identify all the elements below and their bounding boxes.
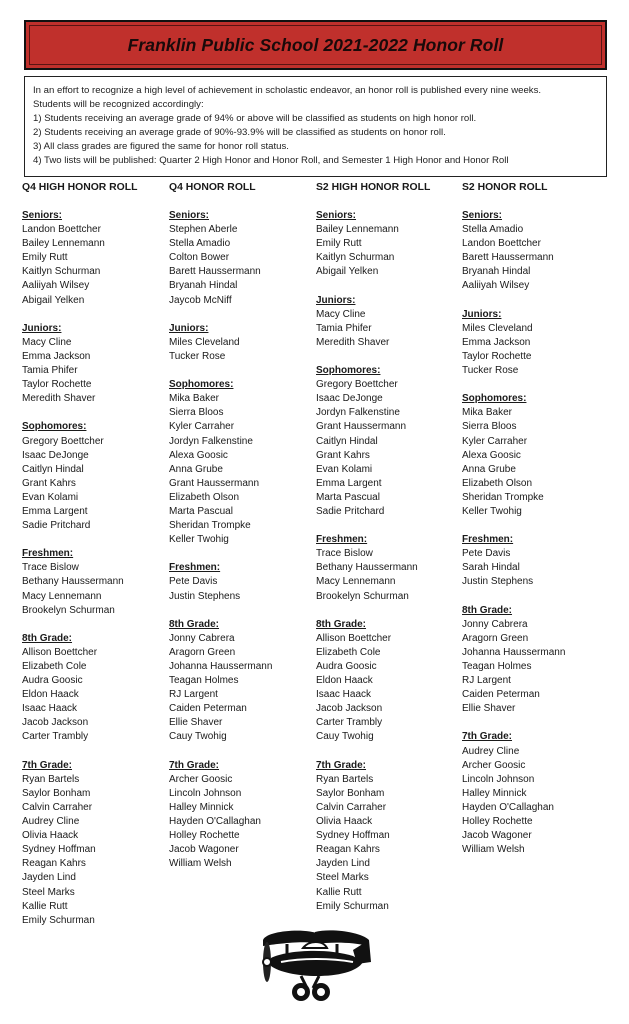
student-name: Carter Trambly [316, 717, 383, 729]
student-name: Isaac DeJonge [316, 393, 383, 405]
grade-group [462, 730, 612, 857]
page-title: Franklin Public School 2021-2022 Honor Roll [127, 34, 504, 55]
student-name: Sheridan Trompke [462, 491, 544, 503]
grade-group [169, 322, 319, 364]
student-name: Allison Boettcher [316, 632, 392, 644]
student-name: Landon Boettcher [462, 238, 541, 250]
honor-roll-column [169, 181, 319, 886]
student-name: Macy Cline [22, 336, 72, 348]
student-name: Archer Goosic [462, 759, 526, 771]
student-name: Alexa Goosic [462, 449, 521, 461]
student-name: Aaliiyah Wilsey [22, 280, 90, 292]
student-name: William Welsh [462, 844, 525, 856]
student-name: Emily Rutt [22, 252, 68, 264]
student-name: Ryan Bartels [22, 773, 80, 785]
grade-heading: Sophomores: [22, 421, 87, 433]
student-name: Emma Jackson [462, 336, 531, 348]
student-name: Kaitlyn Schurman [316, 252, 395, 264]
student-name: Kyler Carraher [169, 421, 235, 433]
student-name: Johanna Haussermann [462, 646, 566, 658]
student-name: Evan Kolami [22, 491, 79, 503]
honor-roll-column [316, 181, 466, 928]
student-name: Stella Amadio [462, 224, 524, 236]
grade-heading: Juniors: [316, 294, 356, 306]
student-name: Evan Kolami [316, 463, 373, 475]
student-name: Miles Cleveland [462, 322, 533, 334]
student-name: Cauy Twohig [169, 731, 227, 743]
student-name: Tamia Phifer [316, 322, 372, 334]
student-name: Caitlyn Hindal [316, 435, 378, 447]
student-name: Kaitlyn Schurman [22, 266, 101, 278]
intro-line: 2) Students receiving an average grade of 90%-93.9% will be classified as students on honor roll. [33, 126, 446, 138]
student-name: Emma Jackson [22, 350, 91, 362]
intro-line: In an effort to recognize a high level of achievement in scholastic endeavor, an honor roll is published every nine weeks. [33, 85, 542, 96]
student-name: Abigail Yelken [316, 266, 379, 278]
student-name: Taylor Rochette [22, 379, 92, 391]
student-name: Pete Davis [462, 548, 511, 560]
student-name: Caitlyn Hindal [22, 463, 84, 475]
grade-heading: 8th Grade: [169, 618, 220, 630]
student-name: Keller Twohig [462, 505, 522, 517]
student-name: Sydney Hoffman [316, 830, 390, 842]
student-name: Meredith Shaver [316, 336, 390, 348]
student-name: Trace Bislow [22, 562, 79, 574]
column-title: Q4 HIGH HONOR ROLL [22, 182, 138, 193]
student-name: Elizabeth Cole [22, 661, 87, 672]
grade-heading: Freshmen: [22, 548, 74, 560]
student-name: Jacob Jackson [22, 717, 89, 729]
student-name: Meredith Shaver [22, 393, 96, 405]
grade-heading: 7th Grade: [462, 731, 513, 743]
grade-heading: Seniors: [316, 210, 357, 221]
grade-heading: Sophomores: [316, 365, 381, 377]
student-name: Eldon Haack [316, 675, 373, 687]
student-name: Bryanah Hindal [462, 266, 531, 278]
intro-line: 4) Two lists will be published: Quarter 2 High Honor and Honor Roll, and Semester 1 High Honor and Honor Roll [33, 154, 509, 166]
grade-heading: Seniors: [462, 210, 503, 221]
student-name: Grant Haussermann [316, 421, 407, 433]
student-name: Emily Schurman [22, 914, 95, 926]
student-name: Jayden Lind [22, 872, 76, 884]
grade-heading: 7th Grade: [169, 759, 220, 771]
grade-group [22, 759, 172, 928]
student-name: Aragorn Green [169, 646, 236, 658]
student-name: Pete Davis [169, 576, 218, 588]
student-name: Grant Haussermann [169, 477, 260, 489]
grade-group [22, 322, 172, 407]
student-name: Calvin Carraher [22, 801, 93, 813]
student-name: Tamia Phifer [22, 365, 78, 377]
student-name: Abigail Yelken [22, 294, 85, 306]
student-name: Ellie Shaver [169, 717, 223, 729]
student-name: Halley Minnick [462, 787, 527, 799]
student-name: Taylor Rochette [462, 350, 532, 362]
title-banner [24, 20, 607, 70]
student-name: Jacob Wagoner [169, 844, 239, 856]
student-name: Eldon Haack [22, 689, 79, 701]
student-name: Allison Boettcher [22, 646, 98, 658]
student-name: Calvin Carraher [316, 801, 387, 813]
grade-group [462, 604, 612, 717]
grade-group [316, 209, 466, 279]
student-name: Olivia Haack [316, 816, 373, 828]
student-name: Carter Trambly [22, 731, 89, 743]
student-name: Miles Cleveland [169, 336, 240, 348]
grade-heading: 8th Grade: [316, 618, 367, 630]
student-name: Anna Grube [169, 463, 223, 475]
student-name: Macy Cline [316, 308, 366, 320]
student-name: Jonny Cabrera [169, 632, 235, 644]
student-name: Sierra Bloos [462, 421, 517, 433]
student-name: Ellie Shaver [462, 703, 516, 715]
student-name: Bailey Lennemann [316, 224, 399, 236]
student-name: Justin Stephens [462, 576, 534, 588]
student-name: Tucker Rose [462, 365, 519, 377]
student-name: Justin Stephens [169, 590, 241, 602]
student-name: Halley Minnick [169, 801, 234, 813]
student-name: Isaac DeJonge [22, 449, 89, 461]
grade-heading: Juniors: [169, 322, 209, 334]
honor-roll-column [462, 181, 612, 871]
grade-heading: Seniors: [22, 210, 63, 221]
student-name: Jordyn Falkenstine [316, 407, 400, 419]
grade-heading: Sophomores: [462, 393, 527, 405]
grade-group [169, 378, 319, 547]
grade-heading: Freshmen: [462, 534, 514, 546]
student-name: Reagan Kahrs [316, 844, 380, 856]
student-name: Aragorn Green [462, 632, 529, 644]
student-name: Sydney Hoffman [22, 844, 96, 856]
student-name: Hayden O'Callaghan [169, 816, 261, 828]
student-name: Bethany Haussermann [22, 576, 124, 588]
student-name: William Welsh [169, 858, 232, 870]
student-name: Emma Largent [316, 477, 382, 489]
column-title: S2 HIGH HONOR ROLL [316, 182, 431, 193]
student-name: RJ Largent [169, 689, 218, 701]
grade-heading: Seniors: [169, 210, 210, 221]
student-name: Lincoln Johnson [169, 787, 242, 799]
grade-heading: Sophomores: [169, 379, 234, 391]
grade-heading: 7th Grade: [316, 759, 367, 771]
student-name: Holley Rochette [462, 816, 533, 828]
student-name: Colton Bower [169, 252, 230, 264]
student-name: Caiden Peterman [169, 703, 247, 715]
student-name: Marta Pascual [169, 505, 233, 517]
student-name: Kallie Rutt [316, 886, 362, 898]
grade-heading: Freshmen: [169, 562, 221, 574]
student-name: Sadie Pritchard [22, 520, 91, 532]
student-name: Jacob Wagoner [462, 830, 532, 842]
student-name: Archer Goosic [169, 773, 233, 785]
student-name: Sheridan Trompke [169, 520, 251, 532]
grade-group [316, 618, 466, 745]
student-name: Isaac Haack [316, 689, 372, 701]
student-name: Gregory Boettcher [316, 379, 398, 391]
student-name: Johanna Haussermann [169, 661, 273, 672]
grade-group [316, 294, 466, 350]
student-name: Audra Goosic [316, 661, 377, 672]
student-name: Alexa Goosic [169, 449, 228, 461]
student-name: Elizabeth Cole [316, 646, 381, 658]
student-name: Marta Pascual [316, 491, 380, 503]
grade-group [316, 533, 466, 603]
grade-group [462, 392, 612, 519]
student-name: Sierra Bloos [169, 407, 224, 419]
grade-group [169, 209, 319, 308]
student-name: Olivia Haack [22, 830, 79, 842]
student-name: Anna Grube [462, 463, 516, 475]
student-name: Keller Twohig [169, 534, 229, 546]
grade-group [169, 618, 319, 745]
student-name: Audra Goosic [22, 675, 83, 687]
student-name: Steel Marks [316, 872, 369, 884]
student-name: Trace Bislow [316, 548, 373, 560]
grade-group [462, 209, 612, 294]
grade-group [316, 759, 466, 914]
student-name: Caiden Peterman [462, 689, 540, 701]
student-name: Bethany Haussermann [316, 562, 418, 574]
student-name: Landon Boettcher [22, 224, 101, 236]
student-name: Bryanah Hindal [169, 280, 238, 292]
student-name: Sarah Hindal [462, 562, 520, 574]
student-name: Teagan Holmes [462, 661, 532, 672]
grade-group [462, 308, 612, 378]
student-name: RJ Largent [462, 675, 511, 687]
student-name: Grant Kahrs [22, 477, 76, 489]
grade-group [462, 533, 612, 589]
student-name: Mika Baker [462, 407, 513, 419]
student-name: Cauy Twohig [316, 731, 374, 743]
student-name: Stephen Aberle [169, 224, 238, 236]
student-name: Elizabeth Olson [169, 491, 240, 503]
student-name: Jordyn Falkenstine [169, 435, 253, 447]
student-name: Jonny Cabrera [462, 618, 528, 630]
grade-heading: 8th Grade: [462, 604, 513, 616]
student-name: Ryan Bartels [316, 773, 374, 785]
grade-heading: 7th Grade: [22, 759, 73, 771]
grade-group [316, 364, 466, 519]
student-name: Hayden O'Callaghan [462, 801, 554, 813]
student-name: Grant Kahrs [316, 449, 370, 461]
grade-group [22, 547, 172, 617]
intro-line: 1) Students receiving an average grade of 94% or above will be classified as students on high honor roll. [33, 112, 477, 124]
grade-group [169, 759, 319, 872]
grade-group [22, 420, 172, 533]
column-title: Q4 HONOR ROLL [169, 182, 256, 193]
student-name: Aaliiyah Wilsey [462, 280, 530, 292]
student-name: Steel Marks [22, 886, 75, 898]
student-name: Teagan Holmes [169, 675, 239, 687]
grade-group [22, 632, 172, 745]
student-name: Holley Rochette [169, 830, 240, 842]
grade-group [169, 561, 319, 603]
student-name: Saylor Bonham [316, 787, 385, 799]
student-name: Barett Haussermann [169, 266, 261, 278]
student-name: Elizabeth Olson [462, 477, 533, 489]
grade-heading: Freshmen: [316, 534, 368, 546]
student-name: Emily Rutt [316, 238, 362, 250]
student-name: Jacob Jackson [316, 703, 383, 715]
grade-heading: 8th Grade: [22, 632, 73, 644]
student-name: Lincoln Johnson [462, 773, 535, 785]
student-name: Gregory Boettcher [22, 435, 104, 447]
grade-heading: Juniors: [22, 322, 62, 334]
student-name: Jayden Lind [316, 858, 370, 870]
honor-roll-column [22, 181, 172, 942]
student-name: Brookelyn Schurman [316, 590, 409, 602]
student-name: Mika Baker [169, 393, 220, 405]
student-name: Macy Lennemann [22, 590, 102, 602]
intro-line: 3) All class grades are figured the same for honor roll status. [33, 140, 289, 152]
student-name: Bailey Lennemann [22, 238, 105, 250]
intro-box [24, 76, 607, 177]
student-name: Brookelyn Schurman [22, 604, 115, 616]
student-name: Audrey Cline [22, 816, 80, 828]
column-title: S2 HONOR ROLL [462, 182, 548, 193]
student-name: Reagan Kahrs [22, 858, 86, 870]
student-name: Emma Largent [22, 505, 88, 517]
student-name: Jaycob McNiff [169, 294, 232, 306]
student-name: Audrey Cline [462, 745, 520, 757]
biplane-mascot-icon [257, 922, 375, 1004]
grade-heading: Juniors: [462, 308, 502, 320]
grade-group [22, 209, 172, 308]
student-name: Sadie Pritchard [316, 505, 385, 517]
student-name: Emily Schurman [316, 900, 389, 912]
student-name: Isaac Haack [22, 703, 78, 715]
student-name: Barett Haussermann [462, 252, 554, 264]
student-name: Tucker Rose [169, 350, 226, 362]
student-name: Kyler Carraher [462, 435, 528, 447]
student-name: Saylor Bonham [22, 787, 91, 799]
student-name: Kallie Rutt [22, 900, 68, 912]
intro-line: Students will be recognized accordingly: [33, 98, 204, 110]
student-name: Macy Lennemann [316, 576, 396, 588]
student-name: Stella Amadio [169, 238, 231, 250]
